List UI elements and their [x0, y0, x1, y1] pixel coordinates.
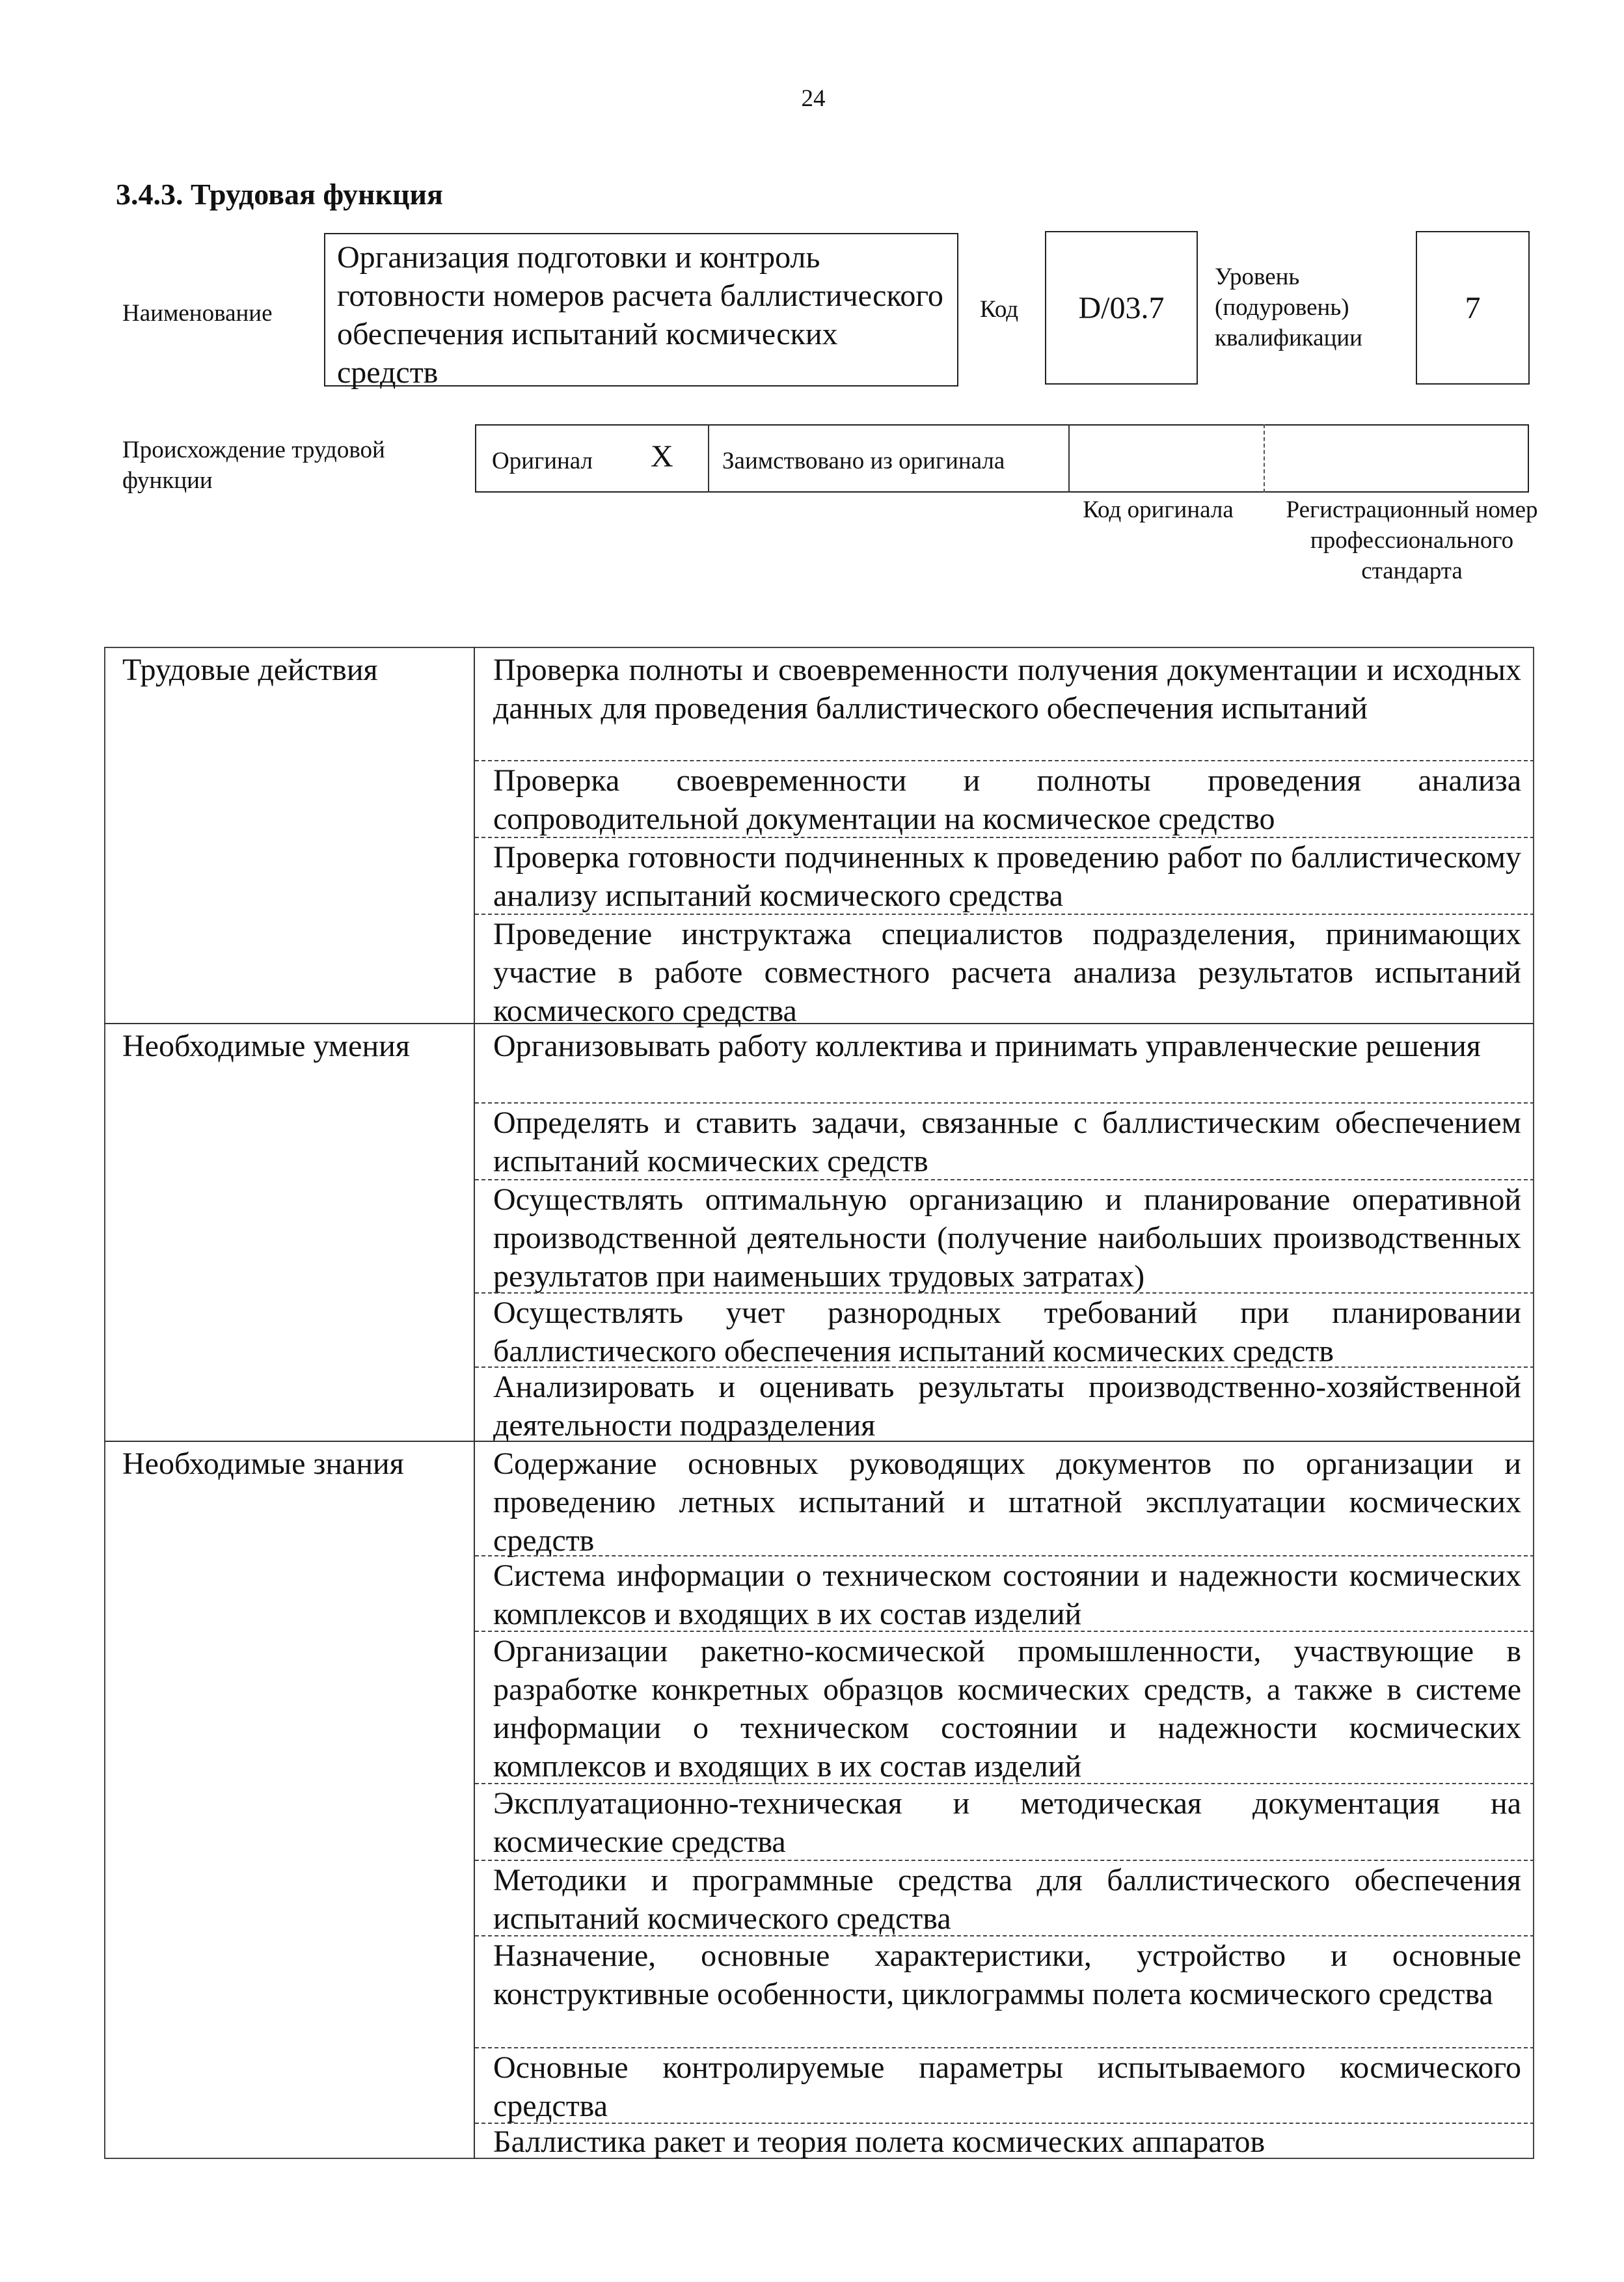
- list-item: Содержание основных руководящих документов по организации и проведению летных испытаний и штатной эксплуатации космических средств: [493, 1447, 1521, 1558]
- list-item: Организовывать работу коллектива и принимать управленческие решения: [493, 1029, 1481, 1063]
- list-item: Назначение, основные характеристики, устройство и основные конструктивные особенности, циклограммы полета космического средства: [493, 1938, 1521, 2011]
- borrowed-label: Заимствовано из оригинала: [722, 448, 1005, 474]
- section-title-skills: Необходимые умения: [122, 1029, 410, 1063]
- list-item: Анализировать и оценивать результаты производственно-хозяйственной деятельности подразделения: [493, 1370, 1521, 1443]
- origin-divider: [708, 424, 709, 493]
- list-item: Организации ракетно-космической промышленности, участвующие в разработке конкретных образцов космических средств, а также в системе информации о техническом состоянии и надежности космических комплексов и входящих в их состав изделий: [493, 1634, 1521, 1784]
- name-label: Наименование: [122, 300, 273, 327]
- list-item: Система информации о техническом состоянии и надежности космических комплексов и входящих в их состав изделий: [493, 1558, 1521, 1631]
- list-item: Методики и программные средства для баллистического обеспечения испытаний космического средства: [493, 1863, 1521, 1936]
- list-item: Баллистика ракет и теория полета космических аппаратов: [493, 2125, 1265, 2159]
- list-item: Проведение инструктажа специалистов подразделения, принимающих участие в работе совместного расчета анализа результатов испытаний космического средства: [493, 917, 1521, 1028]
- level-value: 7: [1465, 290, 1481, 325]
- list-item: Осуществлять учет разнородных требований при планировании баллистического обеспечения испытаний космических средств: [493, 1296, 1521, 1368]
- origin-divider: [1264, 424, 1266, 493]
- list-item: Основные контролируемые параметры испытываемого космического средства: [493, 2050, 1521, 2123]
- page-number: 24: [801, 85, 826, 112]
- table-column-divider: [474, 647, 475, 2159]
- code-box: [1045, 231, 1198, 385]
- list-item: Осуществлять оптимальную организацию и планирование оперативной производственной деятельности (получение наибольших производственных результатов при наименьших трудовых затратах): [493, 1182, 1521, 1294]
- origin-label: Происхождение трудовой функции: [122, 437, 385, 494]
- list-item: Определять и ставить задачи, связанные с баллистическим обеспечением испытаний космических средств: [493, 1106, 1521, 1178]
- code-value: D/03.7: [1078, 290, 1165, 325]
- list-item: Эксплуатационно-техническая и методическая документация на космические средства: [493, 1786, 1521, 1859]
- list-item: Проверка готовности подчиненных к проведению работ по баллистическому анализу испытаний космического средства: [493, 840, 1521, 913]
- level-box: [1416, 231, 1530, 385]
- code-label: Код: [980, 296, 1019, 323]
- origin-divider: [1068, 424, 1070, 493]
- registration-number-caption: Регистрационный номер профессионального стандарта: [1286, 496, 1538, 584]
- original-code-caption: Код оригинала: [1083, 496, 1234, 523]
- function-name-value: Организация подготовки и контроль готовности номеров расчета баллистического обеспечения испытаний космических средств: [337, 240, 943, 390]
- section-heading: 3.4.3. Трудовая функция: [116, 178, 443, 211]
- list-item: Проверка полноты и своевременности получения документации и исходных данных для проведения баллистического обеспечения испытаний: [493, 653, 1521, 726]
- level-label: Уровень (подуровень) квалификации: [1215, 264, 1362, 351]
- original-mark: X: [651, 439, 673, 474]
- function-name-box: [324, 233, 958, 390]
- list-item: Проверка своевременности и полноты проведения анализа сопроводительной документации на космическое средство: [493, 763, 1521, 836]
- section-title-labor-actions: Трудовые действия: [122, 653, 378, 687]
- original-label: Оригинал: [492, 448, 593, 474]
- section-title-knowledge: Необходимые знания: [122, 1447, 404, 1481]
